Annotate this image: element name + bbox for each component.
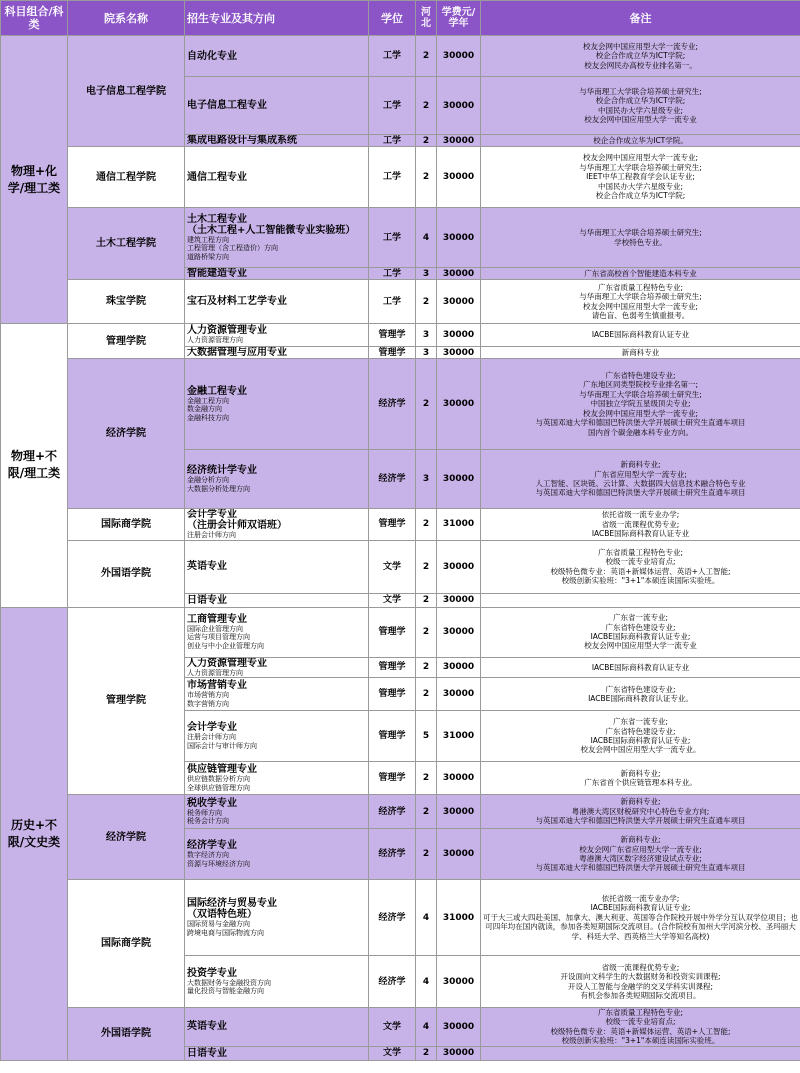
table-row bbox=[1, 540, 800, 593]
note-line: 校友会网中国应用型大学一流专业; bbox=[582, 301, 699, 311]
note-line: 粤港澳大湾区数字经济建设试点专业; bbox=[579, 854, 702, 863]
note-cell bbox=[481, 36, 800, 77]
note-line: 新商科专业 bbox=[621, 347, 660, 357]
note-line: 校企合作成立华为ICT学院; bbox=[595, 51, 686, 61]
table-row bbox=[1, 509, 800, 541]
note-line: 广东省特色建设专业; bbox=[605, 726, 676, 736]
note-line: 广东省质量工程特色专业; bbox=[597, 282, 684, 292]
note-line: 广东省质量工程特色专业; bbox=[597, 1008, 684, 1017]
degree-cell: 经济学 bbox=[369, 450, 416, 509]
note-cell bbox=[481, 147, 800, 208]
major-name: 日语专业 bbox=[187, 1047, 227, 1059]
note-line: IACBE国际商科教育认证专业; bbox=[590, 632, 691, 641]
note-line: 依托省级一流专业办学; bbox=[601, 893, 680, 903]
major-cell bbox=[185, 593, 369, 607]
tuition-cell: 30000 bbox=[437, 147, 481, 208]
major-name: 智能建造专业 bbox=[187, 268, 247, 279]
note-cell bbox=[481, 593, 800, 607]
note-line: 与华南理工大学联合培养硕士研究生; bbox=[579, 228, 702, 238]
college-cell: 电子信息工程学院 bbox=[68, 36, 185, 147]
major-direction: 数字营销方向 bbox=[187, 699, 229, 708]
major-name: 国际经济与贸易专业 bbox=[187, 898, 277, 909]
note-line: 广东省一流专业; bbox=[612, 717, 669, 727]
note-line: IACBE国际商科教育认证专业 bbox=[591, 662, 690, 672]
hebei-quota-cell: 2 bbox=[416, 135, 437, 147]
major-cell bbox=[185, 324, 369, 347]
major-cell bbox=[185, 280, 369, 324]
note-line: 新商科专业; bbox=[620, 460, 661, 470]
hebei-quota-cell: 2 bbox=[416, 678, 437, 711]
degree-cell: 管理学 bbox=[369, 762, 416, 795]
degree-cell: 工学 bbox=[369, 268, 416, 280]
header-note: 备注 bbox=[481, 1, 800, 36]
note-line: 校友会网中国应用型大学一流专业; bbox=[582, 408, 699, 418]
note-line: 与华南理工大学联合培养硕士研究生; bbox=[579, 389, 702, 399]
major-name: 人力资源管理专业 bbox=[187, 657, 267, 669]
major-cell bbox=[185, 147, 369, 208]
major-name: 投资学专业 bbox=[187, 967, 237, 979]
note-cell bbox=[481, 1008, 800, 1047]
major-name: 税收学专业 bbox=[187, 797, 237, 809]
header-college: 院系名称 bbox=[68, 1, 185, 36]
major-name: 通信工程专业 bbox=[187, 171, 247, 183]
note-cell bbox=[481, 280, 800, 324]
major-direction: 数字经济方向 bbox=[187, 851, 229, 859]
note-line: IACBE国际商科教育认证专业 bbox=[591, 330, 690, 340]
major-direction: 税务师方向 bbox=[187, 808, 222, 817]
hebei-quota-cell: 3 bbox=[416, 347, 437, 359]
major-direction: 大数据财务与金融投资方向 bbox=[187, 978, 271, 987]
degree-cell: 经济学 bbox=[369, 956, 416, 1008]
major-name: 经济统计学专业 bbox=[187, 465, 257, 476]
major-direction: 建筑工程方向 bbox=[187, 235, 229, 244]
major-cell bbox=[185, 711, 369, 762]
note-cell bbox=[481, 956, 800, 1008]
major-direction: 国际会计与审计师方向 bbox=[187, 741, 257, 750]
hebei-quota-cell: 2 bbox=[416, 77, 437, 135]
major-direction: 税务会计方向 bbox=[187, 817, 229, 825]
major-name: 市场营销专业 bbox=[187, 680, 247, 691]
note-cell bbox=[481, 450, 800, 509]
table-row bbox=[1, 280, 800, 324]
note-cell bbox=[481, 829, 800, 880]
degree-cell: 文学 bbox=[369, 540, 416, 593]
major-name: 金融工程专业 bbox=[187, 385, 247, 397]
note-line: 粤港澳大湾区财税研究中心特色专业方向; bbox=[571, 806, 710, 816]
header-major: 招生专业及其方向 bbox=[185, 1, 369, 36]
college-cell: 外国语学院 bbox=[68, 1008, 185, 1061]
college-cell: 通信工程学院 bbox=[68, 147, 185, 208]
note-line: 校级创新实验班："3+1"本硕连读国际实验班。 bbox=[561, 1036, 720, 1046]
note-line: 校企合作成立华为ICT学院; bbox=[595, 96, 686, 106]
tuition-cell: 30000 bbox=[437, 956, 481, 1008]
tuition-cell: 30000 bbox=[437, 324, 481, 347]
hebei-quota-cell: 2 bbox=[416, 829, 437, 880]
degree-cell: 管理学 bbox=[369, 324, 416, 347]
note-line: 校友会网中国应用型大学一流专业 bbox=[584, 641, 697, 651]
note-line: 广东省首个供应链管理本科专业。 bbox=[584, 778, 697, 787]
degree-cell: 经济学 bbox=[369, 359, 416, 450]
hebei-quota-cell: 2 bbox=[416, 593, 437, 607]
major-direction: 数金融方向 bbox=[187, 405, 222, 414]
hebei-quota-cell: 4 bbox=[416, 1008, 437, 1047]
note-line: 广东省特色建设专业; bbox=[605, 622, 676, 632]
note-line: 校友会网中国应用型大学一流专业。 bbox=[580, 745, 701, 755]
hebei-quota-cell: 2 bbox=[416, 540, 437, 593]
note-line: 校级一流专业培育点; bbox=[605, 557, 676, 567]
major-cell bbox=[185, 880, 369, 956]
major-cell bbox=[185, 268, 369, 280]
note-line: 中国民办大学六星级专业; bbox=[597, 105, 684, 115]
major-direction: 运营与项目管理方向 bbox=[187, 633, 250, 642]
degree-cell: 经济学 bbox=[369, 795, 416, 829]
college-cell: 管理学院 bbox=[68, 607, 185, 795]
major-name: 会计学专业 bbox=[187, 509, 237, 520]
degree-cell: 管理学 bbox=[369, 657, 416, 678]
note-line: 人工智能、区块链、云计算、大数据四大信息技术融合特色专业 bbox=[535, 479, 746, 488]
note-line: 请色盲、色弱考生慎重报考。 bbox=[591, 310, 690, 320]
major-name-suffix: （双语特色班） bbox=[187, 909, 257, 920]
degree-cell: 文学 bbox=[369, 593, 416, 607]
note-line: 与华南理工大学联合培养硕士研究生; bbox=[579, 86, 702, 96]
major-direction: 大数据分析处理方向 bbox=[187, 484, 250, 493]
major-cell bbox=[185, 678, 369, 711]
college-cell: 土木工程学院 bbox=[68, 208, 185, 280]
major-direction: 人力资源管理方向 bbox=[187, 668, 243, 677]
note-line: IACBE国际商科教育认证专业; bbox=[590, 736, 691, 745]
tuition-cell: 31000 bbox=[437, 711, 481, 762]
header-fee: 学费元/学年 bbox=[437, 1, 481, 36]
major-cell bbox=[185, 450, 369, 509]
hebei-quota-cell: 2 bbox=[416, 359, 437, 450]
degree-cell: 工学 bbox=[369, 36, 416, 77]
note-cell bbox=[481, 678, 800, 711]
note-line: 开设人工智能与金融学的交叉学科实训课程; bbox=[567, 981, 714, 991]
major-name: 人力资源管理专业 bbox=[187, 325, 267, 337]
college-cell: 国际商学院 bbox=[68, 880, 185, 1008]
degree-cell: 文学 bbox=[369, 1008, 416, 1047]
hebei-quota-cell: 2 bbox=[416, 1046, 437, 1060]
major-direction: 人力资源管理方向 bbox=[187, 336, 243, 345]
major-direction: 金融分析方向 bbox=[187, 476, 229, 484]
degree-cell: 工学 bbox=[369, 280, 416, 324]
note-line: 校友会网中国应用型大学一流专业; bbox=[582, 41, 699, 51]
note-cell bbox=[481, 324, 800, 347]
note-line: 与华南理工大学联合培养硕士研究生; bbox=[579, 292, 702, 302]
note-line: 校友会网中国应用型大学一流专业; bbox=[582, 153, 699, 163]
hebei-quota-cell: 2 bbox=[416, 36, 437, 77]
degree-cell: 工学 bbox=[369, 135, 416, 147]
tuition-cell: 31000 bbox=[437, 509, 481, 541]
major-direction: 全球供应链管理方向 bbox=[187, 783, 250, 792]
tuition-cell: 30000 bbox=[437, 678, 481, 711]
note-cell bbox=[481, 540, 800, 593]
major-cell bbox=[185, 135, 369, 147]
tuition-cell: 30000 bbox=[437, 829, 481, 880]
major-name: 电子信息工程专业 bbox=[187, 100, 267, 111]
table-row bbox=[1, 880, 800, 956]
table-body bbox=[1, 36, 800, 1061]
major-name: 供应链管理专业 bbox=[187, 764, 257, 775]
table-row bbox=[1, 324, 800, 347]
hebei-quota-cell: 2 bbox=[416, 147, 437, 208]
tuition-cell: 30000 bbox=[437, 208, 481, 268]
table-row bbox=[1, 607, 800, 657]
major-cell bbox=[185, 795, 369, 829]
note-line: 中国独立学院五星级顶尖专业; bbox=[590, 399, 691, 409]
tuition-cell: 30000 bbox=[437, 450, 481, 509]
table-row bbox=[1, 795, 800, 829]
note-line: 校级特色微专业：英语+新媒体运营、英语+人工智能; bbox=[550, 1026, 731, 1036]
note-cell bbox=[481, 657, 800, 678]
degree-cell: 经济学 bbox=[369, 880, 416, 956]
major-direction: 金融工程方向 bbox=[187, 396, 229, 405]
note-cell bbox=[481, 268, 800, 280]
note-line: 广东省特色建设专业; bbox=[605, 684, 676, 694]
note-cell bbox=[481, 509, 800, 541]
header-subject: 科目组合/科类 bbox=[1, 1, 68, 36]
note-line: 校友会网广东省应用型大学一流专业; bbox=[579, 844, 702, 854]
major-cell bbox=[185, 208, 369, 268]
degree-cell: 工学 bbox=[369, 77, 416, 135]
note-line: IACBE国际商科教育认证专业。 bbox=[588, 694, 693, 703]
major-name: 英语专业 bbox=[187, 1021, 227, 1033]
major-name: 大数据管理与应用专业 bbox=[187, 347, 287, 358]
major-direction: 金融科技方向 bbox=[187, 413, 229, 422]
hebei-quota-cell: 2 bbox=[416, 657, 437, 678]
hebei-quota-cell: 2 bbox=[416, 509, 437, 541]
note-line: 新商科专业; bbox=[620, 768, 661, 778]
note-line: 校友会网民办高校专业排名第一。 bbox=[584, 60, 697, 70]
note-cell bbox=[481, 135, 800, 147]
hebei-quota-cell: 3 bbox=[416, 450, 437, 509]
hebei-quota-cell: 2 bbox=[416, 762, 437, 795]
note-cell bbox=[481, 208, 800, 268]
tuition-cell: 30000 bbox=[437, 359, 481, 450]
subject-group-cell: 历史+不限/文史类 bbox=[1, 607, 68, 1060]
college-cell: 珠宝学院 bbox=[68, 280, 185, 324]
note-line: 广东省质量工程特色专业; bbox=[597, 547, 684, 557]
degree-cell: 管理学 bbox=[369, 711, 416, 762]
major-cell bbox=[185, 956, 369, 1008]
major-cell bbox=[185, 540, 369, 593]
table-row bbox=[1, 1008, 800, 1047]
major-cell bbox=[185, 36, 369, 77]
tuition-cell: 30000 bbox=[437, 540, 481, 593]
note-line: 校友会网中国应用型大学一流专业 bbox=[584, 114, 697, 124]
note-line: IACBE国际商科教育认证专业 bbox=[591, 528, 690, 538]
major-direction: 注册会计师方向 bbox=[187, 733, 236, 741]
tuition-cell: 30000 bbox=[437, 135, 481, 147]
tuition-cell: 31000 bbox=[437, 880, 481, 956]
major-cell bbox=[185, 607, 369, 657]
degree-cell: 管理学 bbox=[369, 678, 416, 711]
college-cell: 管理学院 bbox=[68, 324, 185, 359]
note-line: 依托省级一流专业办学; bbox=[601, 510, 680, 520]
major-name: 会计学专业 bbox=[187, 722, 237, 733]
tuition-cell: 30000 bbox=[437, 657, 481, 678]
major-name: 经济学专业 bbox=[187, 840, 237, 851]
note-cell bbox=[481, 795, 800, 829]
tuition-cell: 30000 bbox=[437, 593, 481, 607]
major-name: 工商管理专业 bbox=[187, 613, 247, 625]
note-line: 与英国邓迪大学和德国巴特洪堡大学开展硕士研究生直通车项目 bbox=[535, 488, 746, 498]
table-row bbox=[1, 147, 800, 208]
degree-cell: 工学 bbox=[369, 208, 416, 268]
note-line: 校企合作成立华为ICT学院; bbox=[595, 191, 686, 201]
hebei-quota-cell: 2 bbox=[416, 280, 437, 324]
note-line: 校级特色微专业：英语+新媒体运营、英语+人工智能; bbox=[550, 566, 731, 576]
major-cell bbox=[185, 77, 369, 135]
hebei-quota-cell: 2 bbox=[416, 795, 437, 829]
note-line: 校级创新实验班："3+1"本硕连读国际实验班。 bbox=[561, 575, 720, 585]
major-direction: 国际贸易与金融方向 bbox=[187, 920, 250, 928]
major-direction: 道路桥梁方向 bbox=[187, 252, 229, 261]
tuition-cell: 30000 bbox=[437, 36, 481, 77]
subject-group-cell: 物理+化学/理工类 bbox=[1, 36, 68, 324]
major-name-suffix: （注册会计师双语班） bbox=[187, 520, 287, 531]
major-name-suffix: （土木工程+人工智能微专业实验班） bbox=[187, 224, 356, 236]
tuition-cell: 30000 bbox=[437, 1008, 481, 1047]
tuition-cell: 30000 bbox=[437, 280, 481, 324]
note-line: 广东省特色建设专业; bbox=[605, 371, 676, 381]
table-row bbox=[1, 359, 800, 450]
note-line: 学校特色专业。 bbox=[614, 237, 667, 247]
major-direction: 工程管理（含工程造价）方向 bbox=[187, 244, 278, 253]
note-line: IACBE国际商科教育认证专业; bbox=[590, 903, 691, 913]
degree-cell: 管理学 bbox=[369, 509, 416, 541]
note-line: 中国民办大学六星级专业; bbox=[597, 181, 684, 191]
major-name: 集成电路设计与集成系统 bbox=[187, 135, 297, 146]
note-cell bbox=[481, 359, 800, 450]
note-line: 省级一流课程优势专业; bbox=[601, 519, 680, 529]
major-cell bbox=[185, 829, 369, 880]
major-direction: 市场营销方向 bbox=[187, 691, 229, 699]
note-line: 广东省高校首个智能建造本科专业 bbox=[584, 268, 697, 278]
tuition-cell: 30000 bbox=[437, 1046, 481, 1060]
note-line: 校企合作成立华为ICT学院。 bbox=[593, 135, 688, 145]
note-line: 开设面向文科学生的大数据财务和投资实训课程; bbox=[560, 972, 721, 982]
note-line: 与华南理工大学联合培养硕士研究生; bbox=[579, 162, 702, 172]
degree-cell: 管理学 bbox=[369, 347, 416, 359]
major-direction: 供应链数据分析方向 bbox=[187, 775, 250, 783]
degree-cell: 文学 bbox=[369, 1046, 416, 1060]
table-row bbox=[1, 208, 800, 268]
major-cell bbox=[185, 1046, 369, 1060]
hebei-quota-cell: 5 bbox=[416, 711, 437, 762]
note-line: 广东地区同类型院校专业排名第一; bbox=[582, 380, 699, 390]
tuition-cell: 30000 bbox=[437, 268, 481, 280]
tuition-cell: 30000 bbox=[437, 762, 481, 795]
hebei-quota-cell: 2 bbox=[416, 607, 437, 657]
major-cell bbox=[185, 509, 369, 541]
degree-cell: 经济学 bbox=[369, 829, 416, 880]
note-line: 有机会参加各类短期国际交流项目。 bbox=[580, 990, 701, 1000]
note-line: 校级一流专业培育点; bbox=[605, 1017, 676, 1027]
major-direction: 资源与环境经济方向 bbox=[187, 859, 250, 868]
hebei-quota-cell: 4 bbox=[416, 956, 437, 1008]
hebei-quota-cell: 4 bbox=[416, 208, 437, 268]
header-degree: 学位 bbox=[369, 1, 416, 36]
note-cell bbox=[481, 762, 800, 795]
major-direction: 跨境电商与国际物流方向 bbox=[187, 928, 264, 937]
note-line: 广东省应用型大学一流专业; bbox=[594, 469, 687, 479]
note-line: 与英国邓迪大学和德国巴特洪堡大学开展硕士研究生直通车项目 bbox=[535, 863, 746, 873]
hebei-quota-cell: 3 bbox=[416, 268, 437, 280]
note-cell bbox=[481, 77, 800, 135]
note-line: 国内首个碳金融本科专业方向。 bbox=[588, 427, 693, 437]
major-name: 自动化专业 bbox=[187, 50, 237, 62]
major-cell bbox=[185, 347, 369, 359]
note-line: IEET中华工程教育学会认证专业; bbox=[586, 172, 695, 182]
hebei-quota-cell: 4 bbox=[416, 880, 437, 956]
subject-group-cell: 物理+不限/理工类 bbox=[1, 324, 68, 608]
header-hebei: 河北 bbox=[416, 1, 437, 36]
note-cell bbox=[481, 1046, 800, 1060]
tuition-cell: 30000 bbox=[437, 77, 481, 135]
major-cell bbox=[185, 1008, 369, 1047]
major-direction: 创业与中小企业管理方向 bbox=[187, 641, 264, 650]
college-cell: 经济学院 bbox=[68, 795, 185, 880]
note-line: 与英国邓迪大学和德国巴特洪堡大学开展硕士研究生直通车项目 bbox=[535, 418, 746, 428]
note-line: 新商科专业; bbox=[620, 835, 661, 845]
hebei-quota-cell: 3 bbox=[416, 324, 437, 347]
note-line: 省级一流课程优势专业; bbox=[601, 962, 680, 972]
degree-cell: 管理学 bbox=[369, 607, 416, 657]
note-line: 新商科专业; bbox=[620, 797, 661, 807]
note-line: 可于大三或大四赴美国、加拿大、澳大利亚、英国等合作院校开展中外学分互认双学位项目；也可四年均在国内就读，参加各类短期国际交流项目。(合作院校有加州大学河滨分校、圣玛丽大学、科廷大学、西英格兰大学等知名高校) bbox=[483, 912, 798, 941]
degree-cell: 工学 bbox=[369, 147, 416, 208]
note-cell bbox=[481, 607, 800, 657]
note-cell bbox=[481, 880, 800, 956]
tuition-cell: 30000 bbox=[437, 607, 481, 657]
note-line: 广东省一流专业; bbox=[612, 613, 669, 623]
major-direction: 国际企业管理方向 bbox=[187, 624, 243, 633]
college-cell: 经济学院 bbox=[68, 359, 185, 509]
tuition-cell: 30000 bbox=[437, 347, 481, 359]
major-name: 土木工程专业 bbox=[187, 213, 247, 225]
college-cell: 国际商学院 bbox=[68, 509, 185, 541]
tuition-cell: 30000 bbox=[437, 795, 481, 829]
table-header bbox=[1, 1, 800, 36]
major-cell bbox=[185, 762, 369, 795]
major-name: 英语专业 bbox=[187, 561, 227, 572]
major-cell bbox=[185, 359, 369, 450]
major-name: 宝石及材料工艺学专业 bbox=[187, 296, 287, 307]
note-cell bbox=[481, 711, 800, 762]
major-cell bbox=[185, 657, 369, 678]
major-direction: 量化投资与智能金融方向 bbox=[187, 987, 264, 995]
major-name: 日语专业 bbox=[187, 594, 227, 606]
college-cell: 外国语学院 bbox=[68, 540, 185, 607]
note-cell bbox=[481, 347, 800, 359]
note-line: 与英国邓迪大学和德国巴特洪堡大学开展硕士研究生直通车项目 bbox=[535, 816, 746, 826]
major-direction: 注册会计师方向 bbox=[187, 531, 236, 539]
table-row bbox=[1, 36, 800, 77]
